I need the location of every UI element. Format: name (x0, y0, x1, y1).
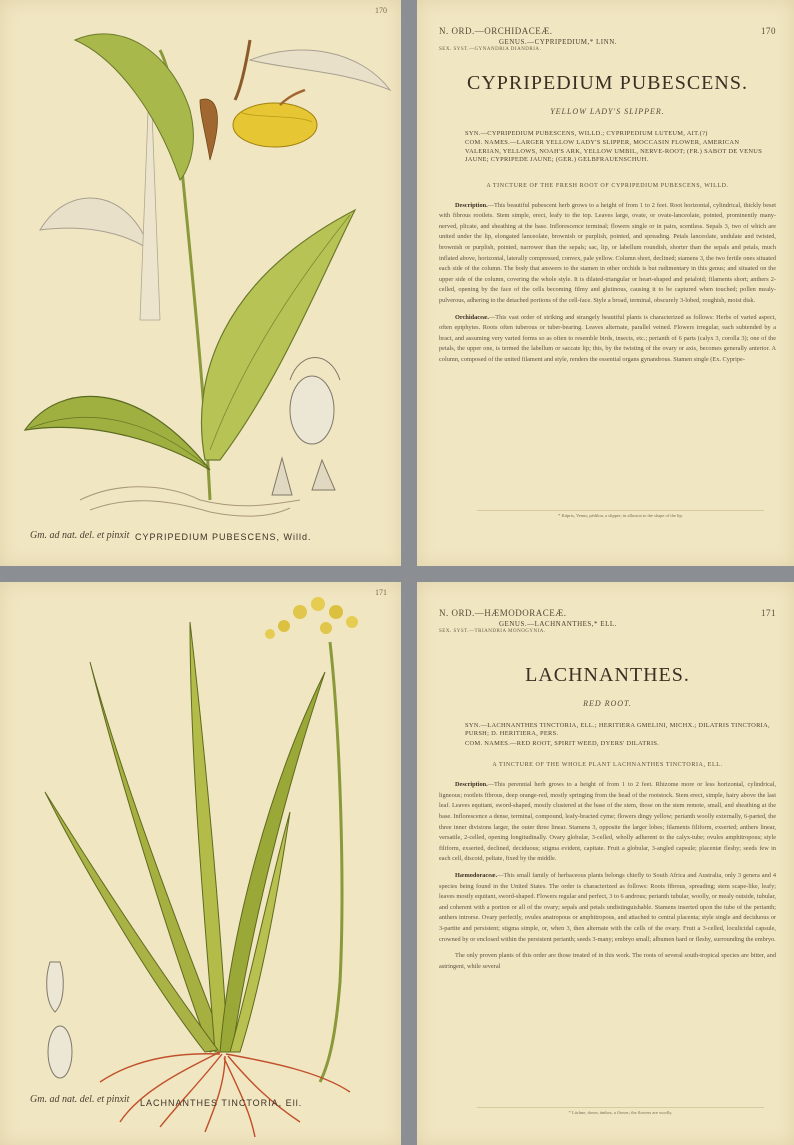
haemodoraceae-text: —This small family of herbaceous plants belongs chiefly to South Africa and Australia, only 3 genera and 4 species being found in the United States. The order is characterized as follows: Roots fibrous, spreading; stem scape-like, leafy; leaves mostly equitant, sword-shaped. Flowers regular and perfect, 3 to 6 androus; perianth tubular, woolly, or mealy outside, tubular, and coherent with a portion or all of the ovary; sepals and petals undistinguishable. Stamens inserted upon the tube of the perianth; anthers introrse. Ovary perfectly, ovules anatropous or amphitropous, and attached to central placenta; style single and deciduous or 3-partite and persistent; stigma simple, or, when 3, then alternate with the cells of the ovary. Fruit a 3-celled, loculicidal capsule, crowned by or enclosed within the persistent perianth; seeds 3-many; embryo small; albumen hard or fleshy, surrounding the embryo. (439, 871, 776, 943)
page-number: 171 (375, 588, 387, 597)
footnote: * Láchne, down; ánthos, a flower; the flowers are woolly. (477, 1107, 764, 1115)
natural-order: N. ORD.—HÆMODORACEÆ. (439, 608, 567, 618)
tincture-line: A TINCTURE OF THE WHOLE PLANT LACHNANTHES TINCTORIA, ELL. (492, 762, 723, 769)
description-paragraph (439, 201, 776, 307)
lachnanthes-illustration (0, 582, 401, 1145)
description-paragraph (439, 780, 776, 865)
page-number: 171 (761, 608, 776, 618)
common-names: COM. NAMES.—RED ROOT, SPIRIT WEED, DYERS' DILATRIS. (465, 739, 660, 747)
common-name: YELLOW LADY'S SLIPPER. (550, 107, 665, 116)
common-name: RED ROOT. (583, 699, 632, 708)
page-number: 170 (375, 6, 387, 15)
haemodoraceae-heading: Hæmodoraceæ. (455, 871, 498, 879)
text-page-cypripedium (417, 0, 794, 566)
orchidaceae-heading: Orchidaceæ. (455, 313, 489, 321)
natural-order: N. ORD.—ORCHIDACEÆ. (439, 26, 553, 36)
description-text: —This perennial herb grows to a height of from 1 to 2 feet. Rhizome more or less horizontal, cylindrical, ligneous; rootlets fibrous, deep orange-red, mostly springing from the head of the rootstock. Stem erect, simple, hairy above the last leaf. Leaves equitant, sword-shaped, mostly clustered at the base of the stem, those on the stem remote, small, and sheathing at the base. Inflorescence a dense, terminal, compound, leafy-bracted cyme; flowers dingy yellow; perianth woolly externally, 6-parted, the three inner divisions larger, the outer three linear. Stamens 3, opposite the larger lobes; filaments filiform, exserted; anthers linear, versatile, 2-celled, opening longitudinally. Ovary globular, 3-celled, wholly adherent to the calyx-tube; ovules amphitropous; style filiform, exserted, declined, deciduous; stigma evident, capitate. Fruit a globular, 3-angled capsule; placentæ fleshy; seeds few in each cell, discoid, peltate, fixed by the middle. (439, 781, 776, 863)
plate-caption: CYPRIPEDIUM PUBESCENS, Willd. (135, 532, 312, 542)
description-heading: Description. (455, 201, 488, 209)
synonyms-block (465, 722, 776, 748)
page-header (439, 608, 776, 618)
orchidaceae-text: —This vast order of striking and strangely beautiful plants is characterized as follows: Herbs of varied aspect, often epiphytes. Roots often tuberous or tuber-bearing. Leaves alternate, parallel veined. Flowers irregular, each subtended by a bract, and assuming very varied forms so as often to resemble birds, insects, etc.; perianth of 6 parts (calyx 3, corolla 3); one of the petals, the upper one, is termed the labellum or saccate lip; this, by the twisting of the ovary or axis, becomes generally anterior. A column, composed of the united filament and style, renders the essential organs gynandrous. Stamen single (Ex. Cypripe- (439, 313, 776, 363)
page-number: 170 (761, 26, 776, 36)
cypripedium-illustration (0, 0, 401, 566)
page-header (439, 26, 776, 36)
synonyms-block (465, 130, 776, 165)
plate-page-lachnanthes (0, 582, 401, 1145)
closing-paragraph: The only proven plants of this order are those treated of in this work. The roots of several south-tropical species are bitter, and astringent, while several (439, 952, 776, 970)
sexual-system-line: SEX. SYST.—TRIANDRIA MONOGYNIA. (439, 629, 546, 634)
footnote: * Kúpris, Venus; pédilon, a slipper; in allusion to the shape of the lip. (477, 510, 764, 518)
common-names: COM. NAMES.—LARGER YELLOW LADY'S SLIPPER, MOCCASIN FLOWER, AMERICAN VALERIAN, YELLOWS, NOAH'S ARK, YELLOW UMBIL, NERVE-ROOT; (FR.) SABOT DE VENUS JAUNE; CYPRIPEDE JAUNE; (GER.) GELBFRAUENSCHUH. (465, 139, 763, 164)
orchidaceae-paragraph (439, 313, 776, 366)
genus-line: GENUS.—CYPRIPEDIUM,* LINN. (499, 38, 618, 46)
page-title: CYPRIPEDIUM PUBESCENS. (467, 72, 748, 94)
genus-line: GENUS.—LACHNANTHES,* ELL. (499, 620, 617, 628)
tincture-line: A TINCTURE OF THE FRESH ROOT OF CYPRIPEDIUM PUBESCENS, WILLD. (486, 182, 729, 189)
synonyms: SYN.—LACHNANTHES TINCTORIA, ELL.; HERITIERA GMELINI, MICHX.; DILATRIS TINCTORIA, PURSH; D. HERITIERA, PERS. (465, 722, 770, 738)
description-text: —This beautiful pubescent herb grows to a height of from 1 to 2 feet. Root horizontal, cylindrical, thickly beset with fibrous rootlets. Stem simple, erect, leafy to the top. Leaves large, ovate, or ovate-lanceolate, pointed, prominently many-nerved, plicate, and sheathing at the base. Inflorescence terminal; flowers single or in pairs, scentless. Sepals 3, two of which are united under the lip, elongated lanceolate, brownish or purplish, pointed, and spreading. Petals lanceolate, undulate and twisted, brownish or purplish, pointed, narrower than the sepals; sac, lip, or labellum roundish, shorter than the sepals and petals, much inflated above, horizontal, laterally compressed, convex, pale yellow. Column short, declined; stamens 3, the two fertile ones situated each side of the column. The body that answers to the stamen in other orchids is but rudimentary in this genus; and situated on the upper side of the column, covering the whole style. It is dilated-triangular or heart-shaped and petaloid; filaments short; anthers 2-celled, opening by the face of the cells becoming filmy and glutinous, causing it to be captured when touched; pollen mealy-pulverous, adhering to the detached portions of the cell-face. Style a broad, terminal, obscurely 3-lobed, roughish, moist disk. (439, 201, 776, 304)
text-page-lachnanthes (417, 582, 794, 1145)
haemodoraceae-paragraph (439, 871, 776, 945)
artist-signature: Gm. ad nat. del. et pinxit (30, 530, 130, 541)
sexual-system-line: SEX. SYST.—GYNANDRIA DIANDRIA. (439, 47, 542, 52)
synonyms: SYN.—CYPRIPEDIUM PUBESCENS, WILLD.; CYPRIPEDIUM LUTEUM, AIT.(?) (465, 130, 708, 137)
plate-page-cypripedium (0, 0, 401, 566)
artist-signature: Gm. ad nat. del. et pinxit (30, 1094, 130, 1105)
page-title: LACHNANTHES. (525, 664, 690, 686)
description-heading: Description. (455, 781, 488, 789)
plate-caption: LACHNANTHES TINCTORIA, Ell. (140, 1098, 303, 1108)
